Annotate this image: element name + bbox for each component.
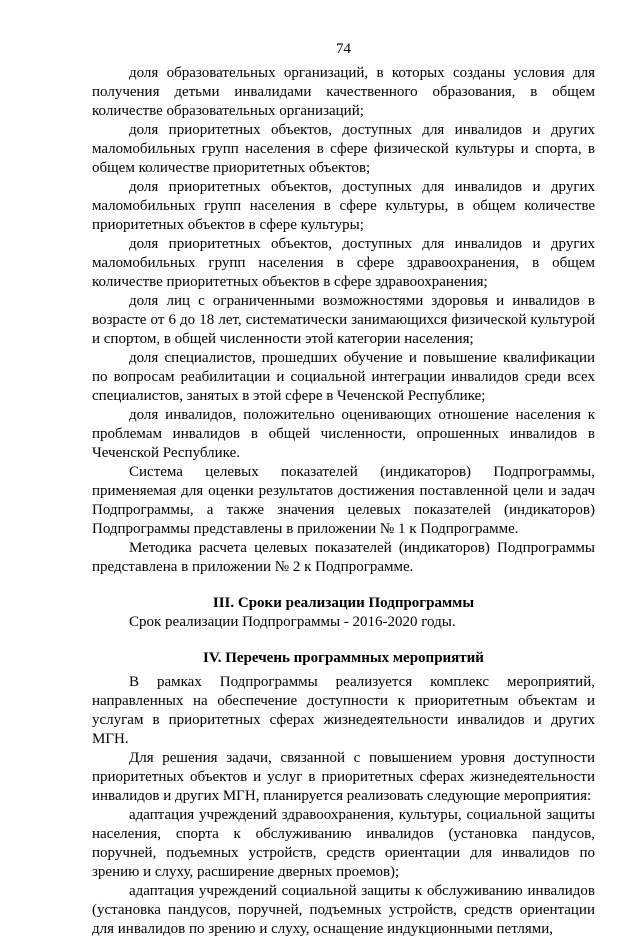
section-heading: IV. Перечень программных мероприятий [203,650,484,666]
paragraph: В рамках Подпрограммы реализуется комплекс мероприятий, направленных на обеспечение доступности к приоритетным объектам и услугам в приоритетных сферах жизнедеятельности инвалидов и других МГН. [92,674,595,747]
paragraph: доля приоритетных объектов, доступных для инвалидов и других маломобильных групп населения в сфере культуры, в общем количестве приоритетных объектов в сфере культуры; [92,179,595,233]
paragraph: доля приоритетных объектов, доступных для инвалидов и других маломобильных групп населения в сфере физической культуры и спорта, в общем количестве приоритетных объектов; [92,122,595,176]
paragraph: Методика расчета целевых показателей (индикаторов) Подпрограммы представлена в приложении № 2 к Подпрограмме. [92,540,595,575]
spacer [92,632,595,649]
paragraph: Срок реализации Подпрограммы - 2016-2020 годы. [129,614,456,630]
paragraph: доля инвалидов, положительно оценивающих отношение населения к проблемам инвалидов в общей численности, опрошенных инвалидов в Чеченской Республике. [92,407,595,461]
document-page [92,40,595,939]
paragraph: адаптация учреждений социальной защиты к обслуживанию инвалидов (установка пандусов, поручней, подъемных устройств, средств ориентации для инвалидов по зрению и слуху, оснащение индукционными петлями, [92,883,595,937]
paragraph: доля образовательных организаций, в которых созданы условия для получения детьми инвалидами качественного образования, в общем количестве образовательных организаций; [92,65,595,119]
spacer [92,577,595,594]
paragraph: Система целевых показателей (индикаторов) Подпрограммы, применяемая для оценки результатов достижения поставленной цели и задач Подпрограммы, а также значения целевых показателей (индикаторов) Подпрограммы представлены в приложении № 1 к Подпрограмме. [92,464,595,537]
paragraph: доля приоритетных объектов, доступных для инвалидов и других маломобильных групп населения в сфере здравоохранения, в общем количестве приоритетных объектов в сфере здравоохранения; [92,236,595,290]
paragraph: доля лиц с ограниченными возможностями здоровья и инвалидов в возрасте от 6 до 18 лет, систематически занимающихся физической культурой и спортом, в общей численности этой категории населения; [92,293,595,347]
paragraph: адаптация учреждений здравоохранения, культуры, социальной защиты населения, спорта к обслуживанию инвалидов (установка пандусов, поручней, подъемных устройств, средств ориентации для инвалидов по зрению и слуху, расширение дверных проемов); [92,807,595,880]
paragraph: доля специалистов, прошедших обучение и повышение квалификации по вопросам реабилитации и социальной интеграции инвалидов среди всех специалистов, занятых в этой сфере в Чеченской Республике; [92,350,595,404]
page-number: 74 [336,41,351,57]
section-heading: III. Сроки реализации Подпрограммы [212,595,475,611]
paragraph: Для решения задачи, связанной с повышением уровня доступности приоритетных объектов и услуг в приоритетных сферах жизнедеятельности инвалидов и других МГН, планируется реализовать следующие мероприятия: [92,750,595,804]
